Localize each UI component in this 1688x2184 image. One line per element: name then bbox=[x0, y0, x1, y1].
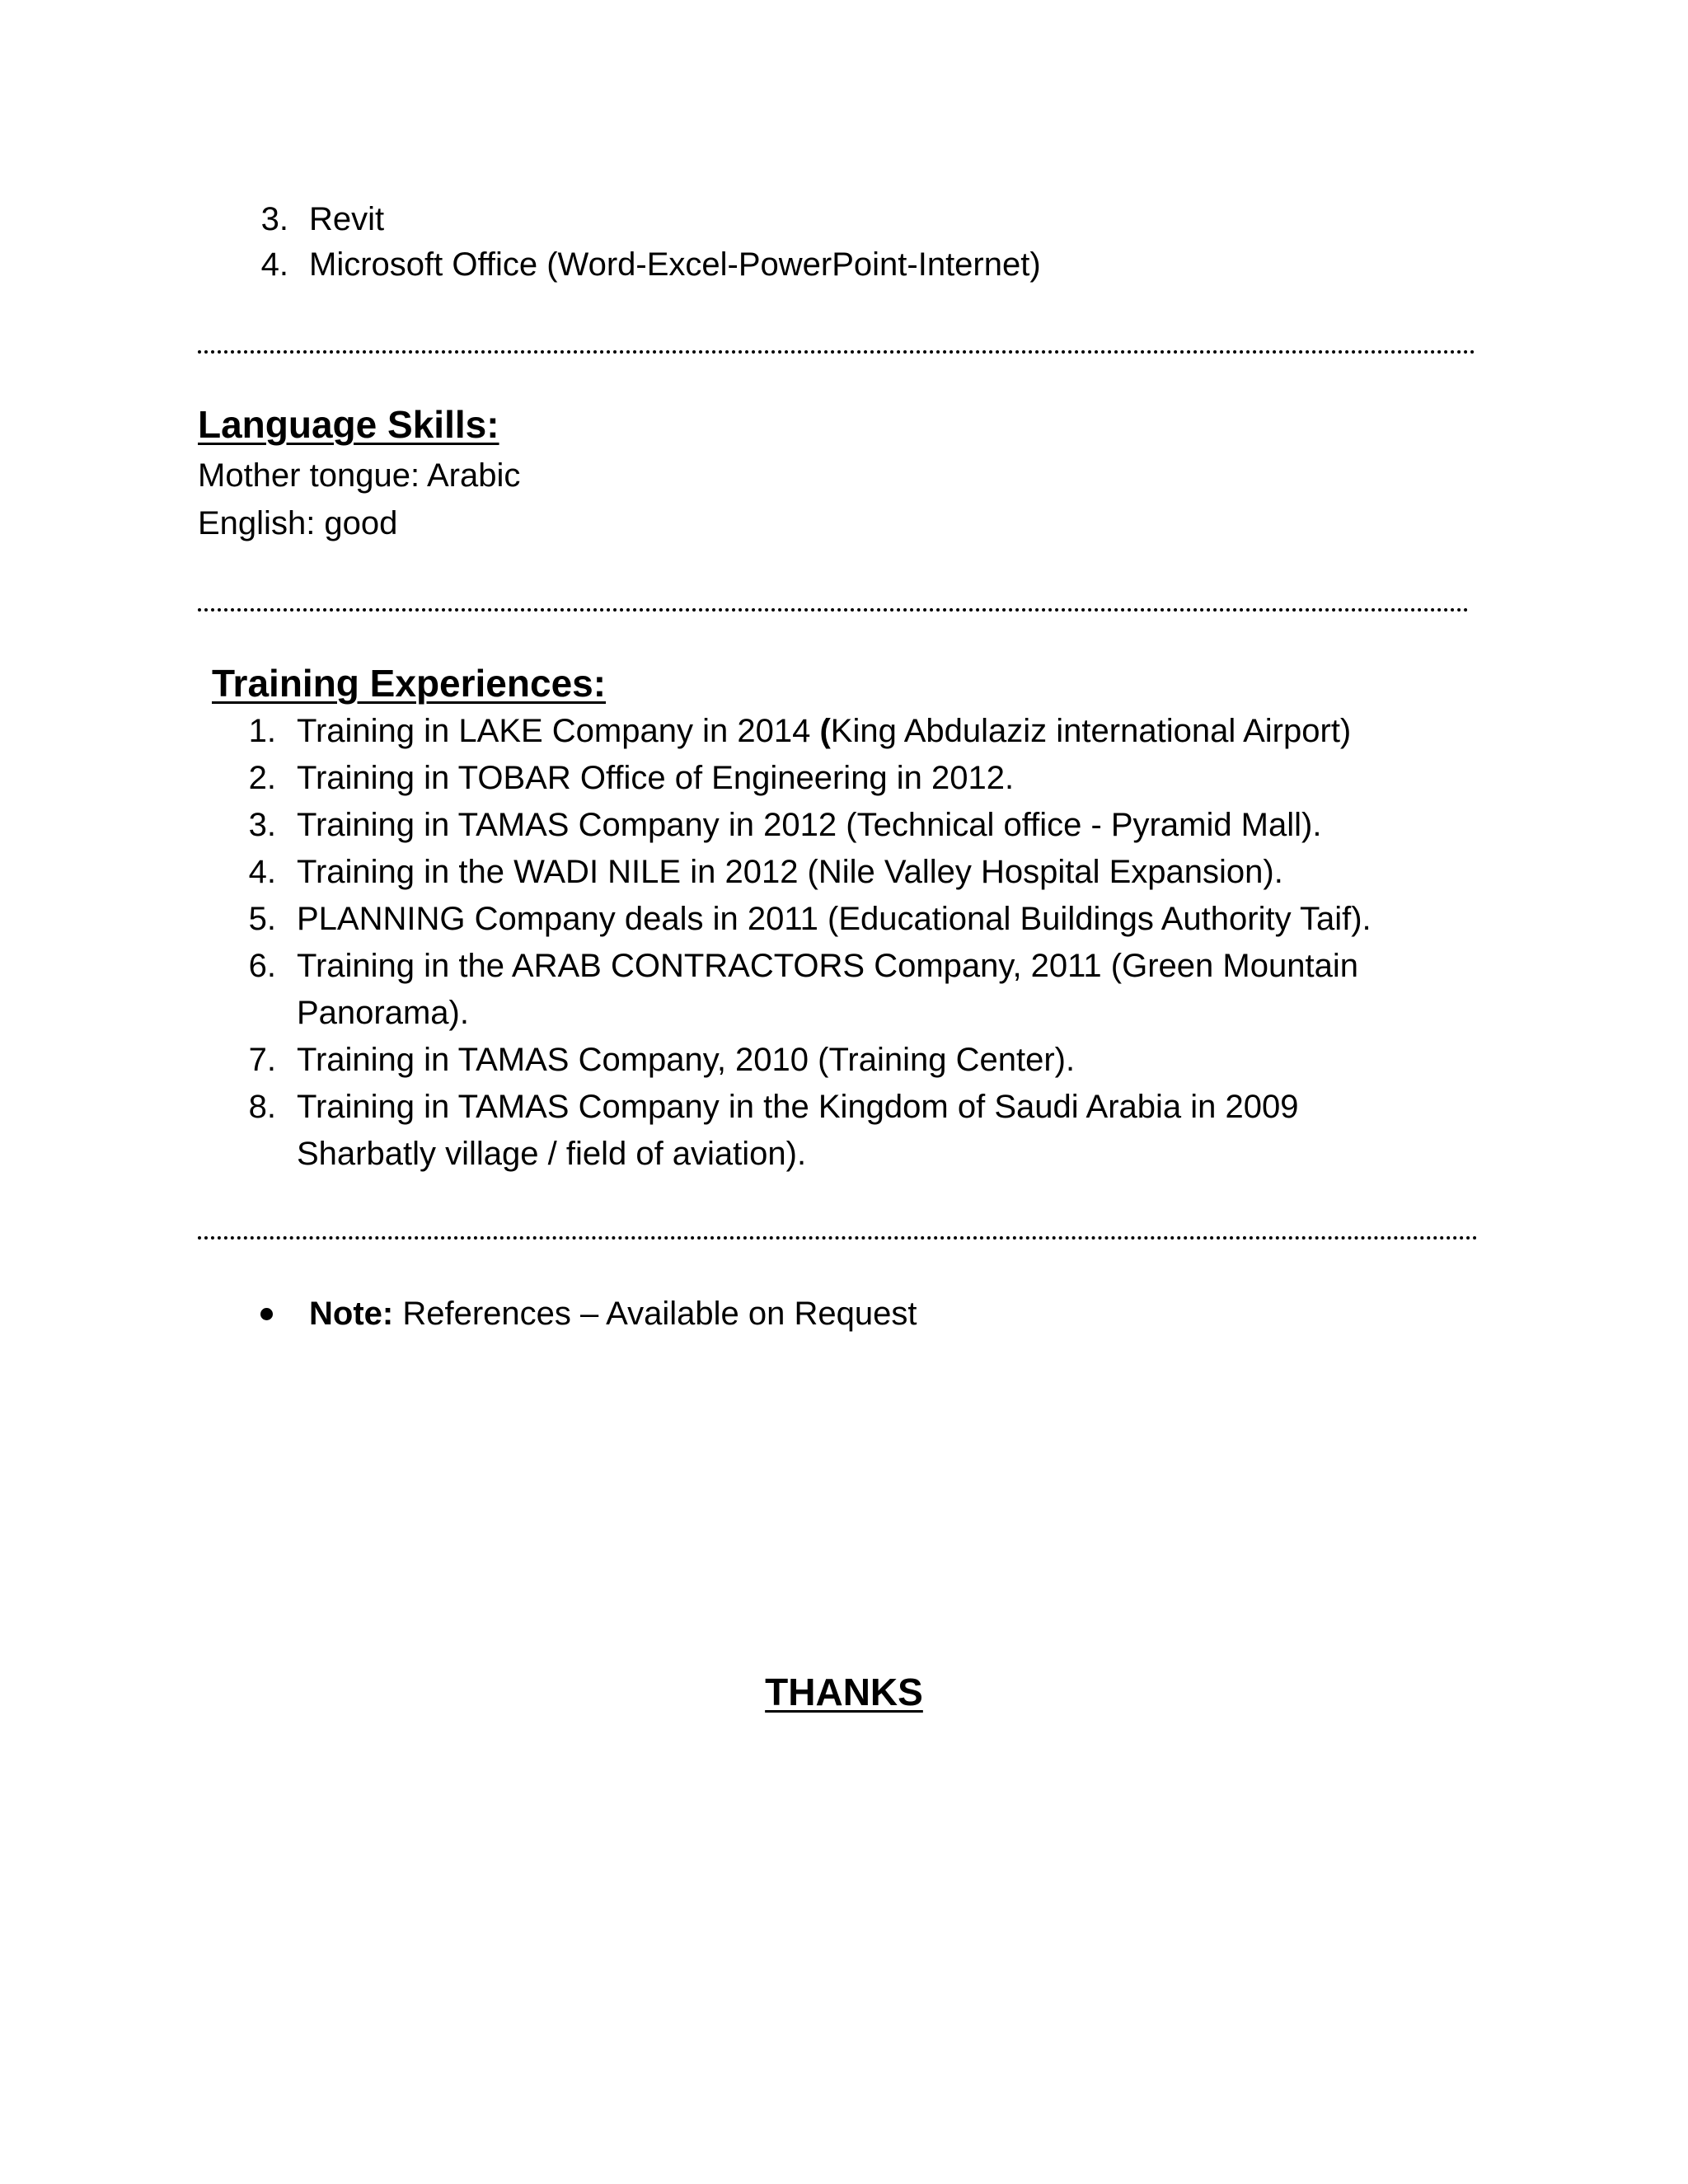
training-item: Training in TAMAS Company in the Kingdom of Saudi Arabia in 2009 bbox=[297, 1089, 1299, 1125]
training-item: PLANNING Company deals in 2011 (Educational Buildings Authority Taif). bbox=[297, 901, 1372, 937]
training-item-continuation: Panorama). bbox=[297, 995, 469, 1031]
training-item: Training in TAMAS Company in 2012 (Technical office - Pyramid Mall). bbox=[297, 807, 1322, 843]
training-item-continuation: Sharbatly village / field of aviation). bbox=[297, 1136, 807, 1172]
list-number: 5. bbox=[248, 901, 276, 937]
list-number: 2. bbox=[248, 760, 276, 796]
list-number: 3. bbox=[248, 807, 276, 843]
note-text: References – Available on Request bbox=[393, 1296, 917, 1332]
list-number: 4. bbox=[260, 246, 288, 283]
training-item: Training in the WADI NILE in 2012 (Nile Valley Hospital Expansion). bbox=[297, 854, 1283, 890]
training-item bbox=[297, 711, 1351, 751]
section-divider bbox=[198, 350, 1475, 354]
language-line: Mother tongue: Arabic bbox=[198, 457, 521, 494]
training-item: Training in TOBAR Office of Engineering in 2012. bbox=[297, 760, 1015, 796]
section-divider bbox=[198, 1236, 1478, 1240]
note-label: Note: bbox=[309, 1296, 394, 1332]
list-number: 7. bbox=[248, 1042, 276, 1078]
list-number: 3. bbox=[260, 201, 288, 237]
note-line bbox=[309, 1294, 917, 1333]
language-skills-heading: Language Skills: bbox=[198, 403, 499, 446]
language-line: English: good bbox=[198, 505, 398, 541]
training-item-text: King Abdulaziz international Airport) bbox=[830, 713, 1352, 749]
closing-thanks: THANKS bbox=[765, 1671, 923, 1713]
bullet-icon bbox=[260, 1308, 273, 1320]
list-number: 1. bbox=[248, 713, 276, 749]
section-divider bbox=[198, 608, 1469, 612]
list-number: 8. bbox=[248, 1089, 276, 1125]
software-item-office: Microsoft Office (Word-Excel-PowerPoint-Internet) bbox=[309, 246, 1041, 283]
training-item-text: Training in LAKE Company in 2014 bbox=[297, 713, 820, 749]
training-experiences-heading: Training Experiences: bbox=[212, 662, 607, 705]
software-item-revit: Revit bbox=[309, 201, 385, 237]
list-number: 6. bbox=[248, 948, 276, 984]
training-item-bold-paren: ( bbox=[819, 713, 831, 749]
list-number: 4. bbox=[248, 854, 276, 890]
training-item: Training in TAMAS Company, 2010 (Training Center). bbox=[297, 1042, 1076, 1078]
training-item: Training in the ARAB CONTRACTORS Company, 2011 (Green Mountain bbox=[297, 948, 1358, 984]
